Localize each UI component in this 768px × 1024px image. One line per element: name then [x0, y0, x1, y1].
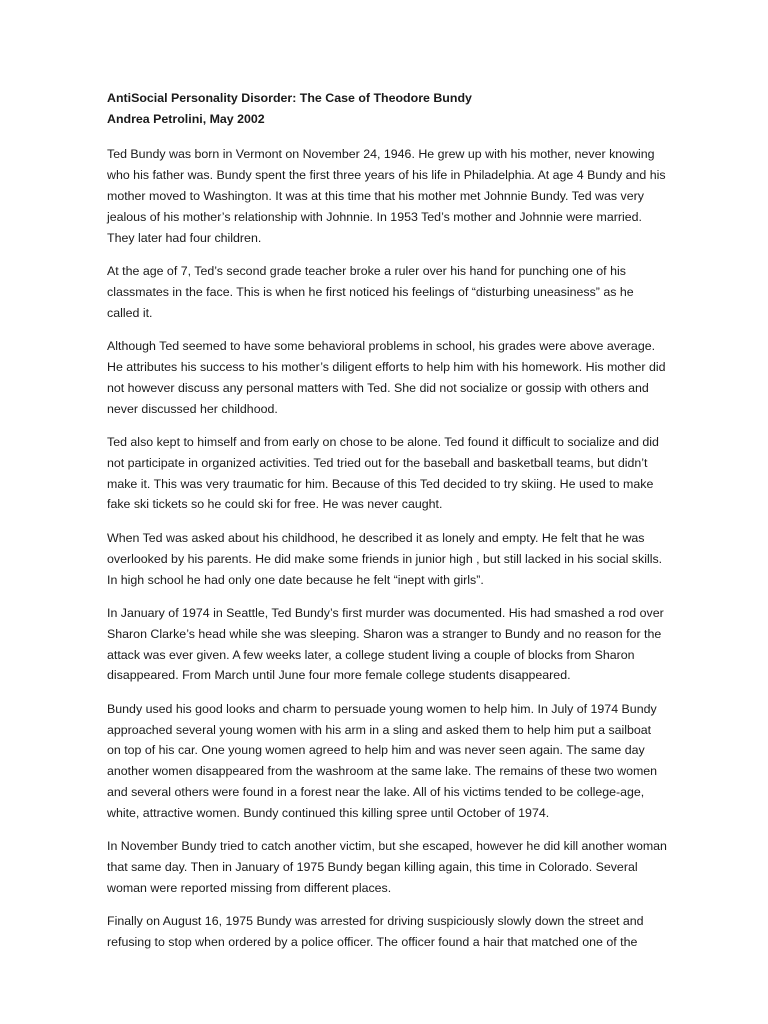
paragraph-4: Ted also kept to himself and from early on chose to be alone. Ted found it difficult to socialize and did not participate in organized activities. Ted tried out for the baseball and basketball teams, but didn’t make it. This was very traumatic for him. Because of this Ted decided to try skiing. He used to make fake ski tickets so he could ski for free. He was never caught. — [107, 434, 659, 512]
document-page — [107, 88, 667, 965]
paragraph-1: Ted Bundy was born in Vermont on November 24, 1946. He grew up with his mother, never knowing who his father was. Bundy spent the first three years of his life in Philadelphia. At age 4 Bundy and his mother moved to Washington. It was at this time that his mother met Johnnie Bundy. Ted was very jealous of his mother’s relationship with Johnnie. In 1953 Ted’s mother and Johnnie were married. They later had four children. — [107, 147, 666, 245]
paragraph-8: In November Bundy tried to catch another victim, but she escaped, however he did kill another woman that same day. Then in January of 1975 Bundy began killing again, this time in Colorado. Several woman were reported missing from different places. — [107, 839, 667, 896]
document-title: AntiSocial Personality Disorder: The Case of Theodore Bundy — [107, 91, 472, 105]
paragraph-5: When Ted was asked about his childhood, he described it as lonely and empty. He felt that he was overlooked by his parents. He did make some friends in junior high , but still lacked in his social skills. In high school he had only one date because he felt “inept with girls”. — [107, 530, 663, 587]
document-byline: Andrea Petrolini, May 2002 — [107, 112, 265, 126]
paragraph-6: In January of 1974 in Seattle, Ted Bundy’s first murder was documented. His had smashed a rod over Sharon Clarke’s head while she was sleeping. Sharon was a stranger to Bundy and no reason for the attack was ever given. A few weeks later, a college student living a couple of blocks from Sharon disappeared. From March until June four more female college students disappeared. — [107, 605, 664, 683]
document-header — [107, 88, 667, 130]
paragraph-9: Finally on August 16, 1975 Bundy was arrested for driving suspiciously slowly down the street and refusing to stop when ordered by a police officer. The officer found a hair that matched one of the — [107, 914, 644, 950]
paragraph-7: Bundy used his good looks and charm to persuade young women to help him. In July of 1974 Bundy approached several young women with his arm in a sling and asked them to help him put a sailboat on top of his car. One young women agreed to help him and was never seen again. The same day another women disappeared from the washroom at the same lake. The remains of these two women and several others were found in a forest near the lake. All of his victims tended to be college-age, white, attractive women. Bundy continued this killing spree until October of 1974. — [107, 701, 658, 821]
paragraph-3: Although Ted seemed to have some behavioral problems in school, his grades were above average. He attributes his success to his mother’s diligent efforts to help him with his homework. His mother did not however discuss any personal matters with Ted. She did not socialize or gossip with others and never discussed her childhood. — [107, 338, 666, 416]
paragraph-2: At the age of 7, Ted’s second grade teacher broke a ruler over his hand for punching one of his classmates in the face. This is when he first noticed his feelings of “disturbing uneasiness” as he called it. — [107, 263, 634, 320]
